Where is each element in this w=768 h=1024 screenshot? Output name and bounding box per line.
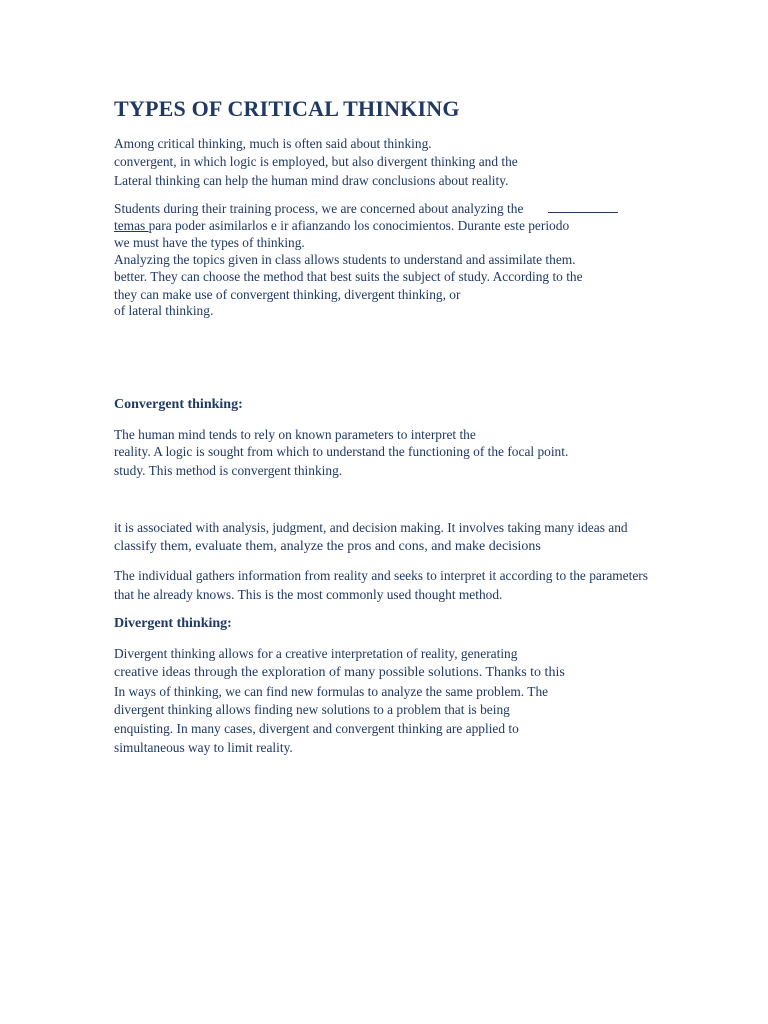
convergent-line: The human mind tends to rely on known parameters to interpret the — [114, 427, 476, 442]
fill-in-blank — [548, 212, 618, 213]
intro-line: Among critical thinking, much is often said about thinking. — [114, 136, 432, 151]
students-line: we must have the types of thinking. — [114, 235, 305, 250]
students-line: Students during their training process, we are concerned about analyzing the — [114, 201, 524, 216]
divergent-line: In ways of thinking, we can find new formulas to analyze the same problem. The — [114, 684, 549, 699]
temas-link[interactable]: temas — [114, 218, 149, 233]
intro-line: convergent, in which logic is employed, but also divergent thinking and the — [114, 154, 518, 169]
analysis-line: it is associated with analysis, judgment, and decision making. It involves taking many ideas and — [114, 520, 628, 535]
divergent-line: simultaneous way to limit reality. — [114, 740, 293, 755]
divergent-line: creative ideas through the exploration of many possible solutions. Thanks to this — [114, 665, 565, 680]
students-line: they can make use of convergent thinking, divergent thinking, or — [114, 287, 461, 302]
individual-line: that he already knows. This is the most commonly used thought method. — [114, 587, 503, 602]
divergent-line: divergent thinking allows finding new solutions to a problem that is being — [114, 702, 510, 717]
students-line — [114, 217, 569, 234]
individual-line: The individual gathers information from reality and seeks to interpret it according to the parameters — [114, 568, 648, 583]
students-line: better. They can choose the method that best suits the subject of study. According to the — [114, 269, 583, 284]
divergent-line: enquisting. In many cases, divergent and convergent thinking are applied to — [114, 721, 519, 736]
convergent-line: reality. A logic is sought from which to understand the functioning of the focal point. — [114, 444, 569, 459]
convergent-heading: Convergent thinking: — [114, 397, 243, 412]
students-line: Analyzing the topics given in class allows students to understand and assimilate them. — [114, 252, 576, 267]
intro-line: Lateral thinking can help the human mind draw conclusions about reality. — [114, 173, 509, 188]
document-title: TYPES OF CRITICAL THINKING — [114, 96, 460, 121]
students-line: of lateral thinking. — [114, 303, 214, 318]
analysis-line: classify them, evaluate them, analyze the pros and cons, and make decisions — [114, 539, 541, 554]
convergent-line: study. This method is convergent thinking. — [114, 463, 343, 478]
divergent-line: Divergent thinking allows for a creative interpretation of reality, generating — [114, 646, 518, 661]
divergent-heading: Divergent thinking: — [114, 616, 232, 631]
students-line-text: para poder asimilarlos e ir afianzando los conocimientos. Durante este periodo — [148, 218, 570, 233]
